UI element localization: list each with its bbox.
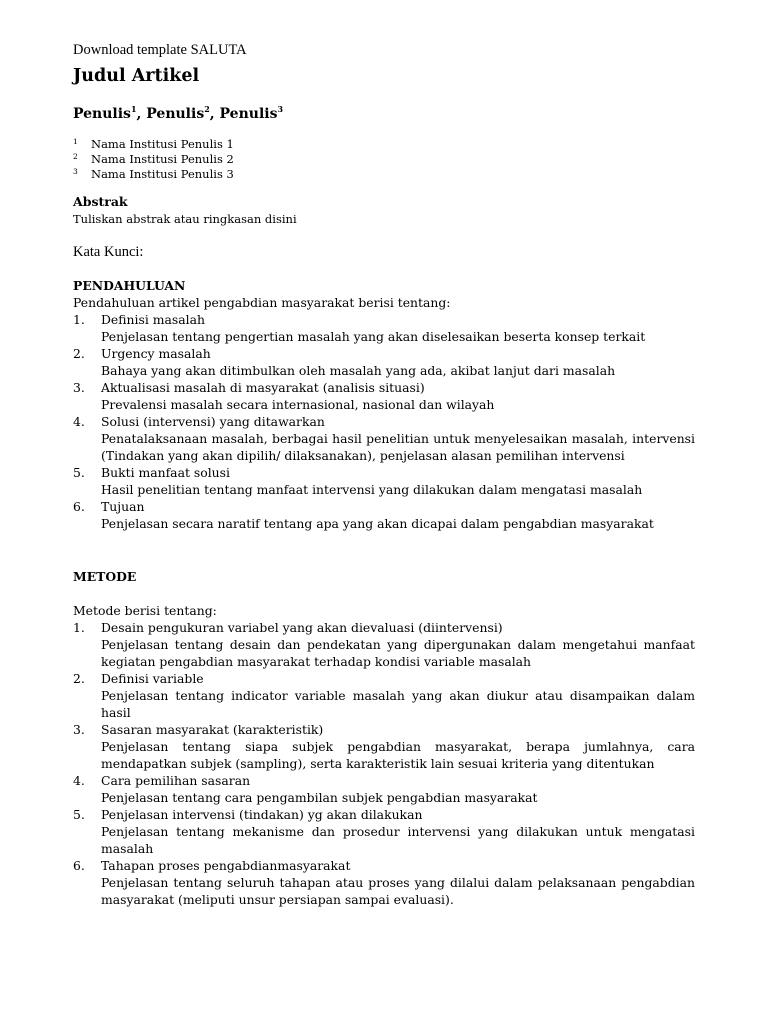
item-title: Cara pemilihan sasaran xyxy=(101,773,251,788)
abstract-heading: Abstrak xyxy=(73,194,128,209)
item-number: 4. xyxy=(73,773,85,788)
list-item xyxy=(73,345,695,379)
item-title: Bukti manfaat solusi xyxy=(101,465,230,480)
affiliation-text: Nama Institusi Penulis 3 xyxy=(91,167,234,181)
item-description: Penjelasan tentang desain dan pendekatan yang dipergunakan dalam mengetahui manfaat kegiatan pengabdian masyarakat terhadap kondisi variable masalah xyxy=(101,637,695,669)
section-pendahuluan xyxy=(73,277,695,532)
affiliation-number: 1 xyxy=(73,137,78,146)
item-description: Bahaya yang akan ditimbulkan oleh masalah yang ada, akibat lanjut dari masalah xyxy=(101,363,616,378)
section-heading: METODE xyxy=(73,569,137,584)
item-title: Solusi (intervensi) yang ditawarkan xyxy=(101,414,325,429)
item-number: 5. xyxy=(73,465,85,480)
item-number: 6. xyxy=(73,858,85,873)
item-number: 3. xyxy=(73,380,85,395)
author-superscript: 3 xyxy=(277,104,284,114)
item-number: 4. xyxy=(73,414,85,429)
item-title: Urgency masalah xyxy=(101,346,211,361)
list-item xyxy=(73,464,695,498)
section-intro: Pendahuluan artikel pengabdian masyarakat berisi tentang: xyxy=(73,295,451,310)
item-description: Penjelasan tentang pengertian masalah yang akan diselesaikan beserta konsep terkait xyxy=(101,329,646,344)
item-description: Penjelasan tentang seluruh tahapan atau proses yang dilalui dalam pelaksanaan pengabdian masyarakat (meliputi unsur persiapan sampai evaluasi). xyxy=(101,875,695,907)
section-heading: PENDAHULUAN xyxy=(73,278,186,293)
list-item xyxy=(73,670,695,721)
item-title: Tahapan proses pengabdianmasyarakat xyxy=(101,858,351,873)
item-description: Hasil penelitian tentang manfaat intervensi yang dilakukan dalam mengatasi masalah xyxy=(101,482,643,497)
author-separator: , xyxy=(209,106,220,122)
item-description: Prevalensi masalah secara internasional, nasional dan wilayah xyxy=(101,397,495,412)
author-superscript: 2 xyxy=(204,104,210,114)
list-item xyxy=(73,619,695,670)
affiliation-list xyxy=(73,137,473,182)
item-title: Desain pengukuran variabel yang akan dievaluasi (diintervensi) xyxy=(101,620,503,635)
item-description: Penjelasan tentang mekanisme dan prosedur intervensi yang dilakukan untuk mengatasi masalah xyxy=(101,824,695,856)
affiliation-number: 3 xyxy=(73,167,78,176)
item-description: Penjelasan tentang indicator variable masalah yang akan diukur atau disampaikan dalam hasil xyxy=(101,688,695,720)
item-number: 6. xyxy=(73,499,85,514)
download-header: Download template SALUTA xyxy=(73,42,247,58)
author-name: Penulis xyxy=(73,106,131,122)
affiliation-item xyxy=(73,152,473,167)
author-name: Penulis xyxy=(146,106,205,122)
affiliation-text: Nama Institusi Penulis 1 xyxy=(91,137,234,151)
list-item xyxy=(73,857,695,908)
item-description: Penjelasan tentang siapa subjek pengabdian masyarakat, berapa jumlahnya, cara mendapatkan subjek (sampling), serta karakteristik lain sesuai kriteria yang ditentukan xyxy=(101,739,695,771)
list-item xyxy=(73,772,695,806)
section-spacer xyxy=(73,585,695,602)
item-number: 5. xyxy=(73,807,85,822)
keywords-label: Kata Kunci: xyxy=(73,244,144,260)
list-item xyxy=(73,498,695,532)
list-item xyxy=(73,413,695,464)
list-item xyxy=(73,379,695,413)
section-intro: Metode berisi tentang: xyxy=(73,603,217,618)
affiliation-number: 2 xyxy=(73,152,78,161)
item-description: Penjelasan tentang cara pengambilan subjek pengabdian masyarakat xyxy=(101,790,538,805)
section-metode xyxy=(73,568,695,908)
item-title: Sasaran masyarakat (karakteristik) xyxy=(101,722,324,737)
item-title: Definisi masalah xyxy=(101,312,205,327)
affiliation-text: Nama Institusi Penulis 2 xyxy=(91,152,234,166)
item-title: Penjelasan intervensi (tindakan) yg akan dilakukan xyxy=(101,807,423,822)
list-item xyxy=(73,311,695,345)
author-name: Penulis xyxy=(219,106,278,122)
item-number: 3. xyxy=(73,722,85,737)
item-number: 2. xyxy=(73,671,85,686)
item-number: 1. xyxy=(73,620,85,635)
item-description: Penjelasan secara naratif tentang apa yang akan dicapai dalam pengabdian masyarakat xyxy=(101,516,654,531)
article-title: Judul Artikel xyxy=(73,66,200,86)
item-number: 1. xyxy=(73,312,85,327)
author-superscript: 1 xyxy=(130,104,137,114)
affiliation-item xyxy=(73,137,473,152)
author-line xyxy=(73,104,283,122)
item-title: Definisi variable xyxy=(101,671,204,686)
item-title: Aktualisasi masalah di masyarakat (analisis situasi) xyxy=(101,380,425,395)
item-description: Penatalaksanaan masalah, berbagai hasil penelitian untuk menyelesaikan masalah, intervensi (Tindakan yang akan dipilih/ dilaksanakan), penjelasan alasan pemilihan intervensi xyxy=(101,431,695,463)
affiliation-item xyxy=(73,167,473,182)
item-number: 2. xyxy=(73,346,85,361)
abstract-body: Tuliskan abstrak atau ringkasan disini xyxy=(73,212,297,226)
item-title: Tujuan xyxy=(101,499,145,514)
author-separator: , xyxy=(136,106,147,122)
list-item xyxy=(73,721,695,772)
list-item xyxy=(73,806,695,857)
